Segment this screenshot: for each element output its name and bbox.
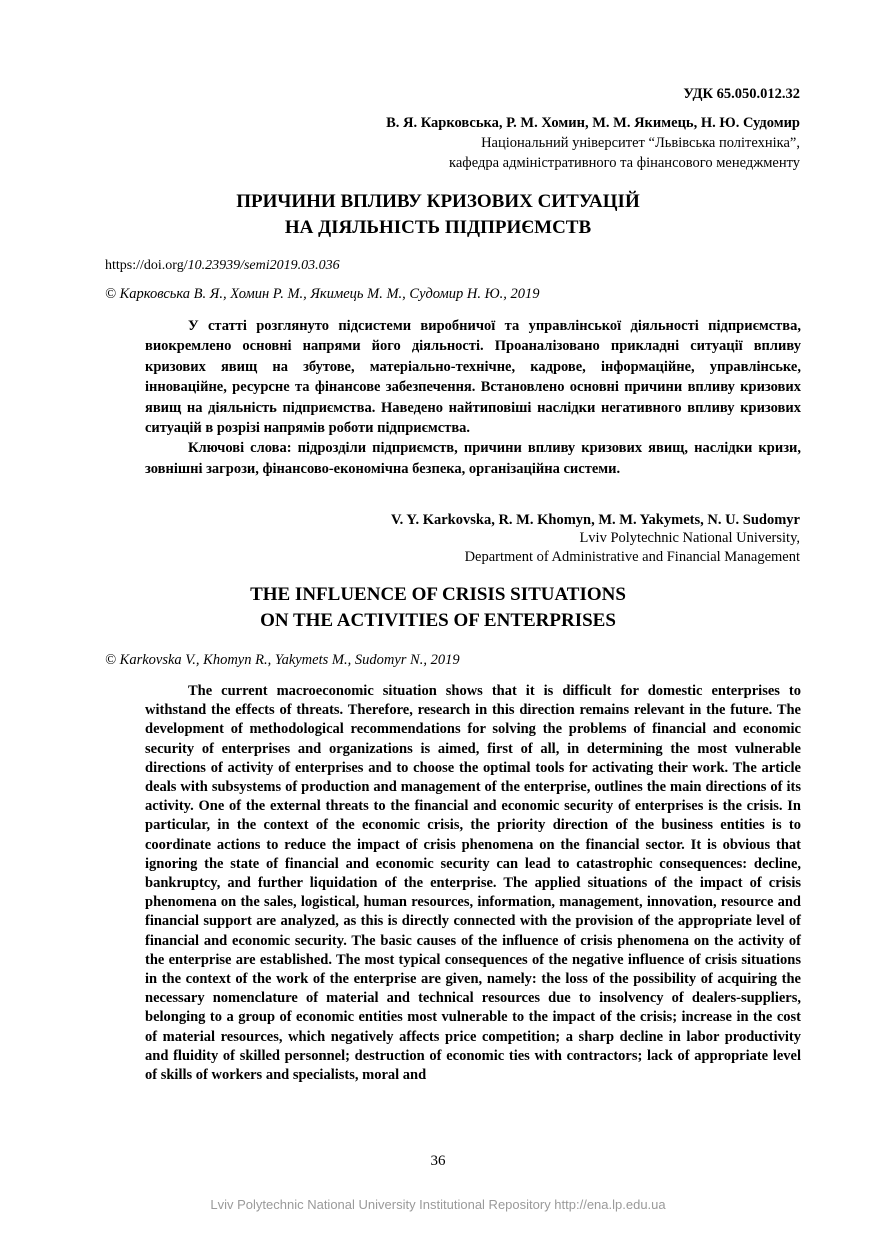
title-en-line1: THE INFLUENCE OF CRISIS SITUATIONS bbox=[250, 584, 626, 605]
page-number: 36 bbox=[430, 1153, 446, 1169]
udc-code: УДК 65.050.012.32 bbox=[683, 86, 800, 102]
doi-id: 10.23939/semi2019.03.036 bbox=[187, 258, 340, 273]
title-en-line2: ON THE ACTIVITIES OF ENTERPRISES bbox=[260, 610, 616, 631]
abstract-ua bbox=[145, 316, 801, 479]
repository-footer[interactable]: Lviv Polytechnic National University Institutional Repository http://ena.lp.edu.ua bbox=[210, 1197, 666, 1212]
affiliation-en-line2: Department of Administrative and Financial Management bbox=[464, 549, 800, 565]
authors-ua: В. Я. Карковська, Р. М. Хомин, М. М. Якимець, Н. Ю. Судомир bbox=[386, 115, 800, 131]
authors-en: V. Y. Karkovska, R. M. Khomyn, M. M. Yakymets, N. U. Sudomyr bbox=[391, 512, 800, 528]
keywords-ua: Ключові слова: підрозділи підприємств, причини впливу кризових явищ, наслідки кризи, зовнішні загрози, фінансово-економічна безпека, організаційна системи. bbox=[145, 440, 801, 477]
affiliation-ua-line1: Національний університет “Львівська політехніка”, bbox=[481, 135, 800, 151]
title-ua-line1: ПРИЧИНИ ВПЛИВУ КРИЗОВИХ СИТУАЦІЙ bbox=[236, 191, 640, 212]
abstract-en-text: The current macroeconomic situation shows that it is difficult for domestic enterprises to withstand the effects of threats. Therefore, research in this direction remains relevant in the future. The development of methodological recommendations for solving the problems of financial and economic security of enterprises and organizations is aimed, first of all, in determining the most vulnerable directions of activity of enterprises and to choose the optimal tools for activating their work. The article deals with subsystems of production and management of the enterprise, outlines the main directions of its activity. One of the external threats to the financial and economic security of enterprises is the crisis. In particular, in the context of the economic crisis, the priority direction of the business entities is to coordinate actions to reduce the impact of crisis phenomena on the financial sector. It is obvious that ignoring the state of financial and economic security can lead to catastrophic consequences: decline, bankruptcy, and further liquidation of the enterprise. The applied situations of the impact of crisis phenomena on the sales, logistical, human resources, information, management, innovation, resource and financial support are analyzed, as this is directly connected with the provision of the appropriate level of financial and economic security. The basic causes of the influence of crisis phenomena on the activity of the enterprise are established. The most typical consequences of the negative influence of crisis situations in the context of the work of the enterprise are given, namely: the loss of the possibility of acquiring the necessary nomenclature of material and technical resources due to insolvency of dealers-suppliers, belonging to a group of economic entities most vulnerable to the impact of the crisis; increase in the cost of material resources, which negatively affects price competition; a sharp decline in labor productivity and fluidity of skilled personnel; destruction of economic ties with contractors; lack of appropriate level of skills of workers and specialists, moral and bbox=[145, 683, 801, 1084]
affiliation-en-line1: Lviv Polytechnic National University, bbox=[579, 530, 800, 546]
affiliation-ua-line2: кафедра адміністративного та фінансового менеджменту bbox=[449, 155, 800, 171]
copyright-ua: © Карковська В. Я., Хомин Р. М., Якимець М. М., Судомир Н. Ю., 2019 bbox=[105, 286, 540, 302]
abstract-ua-text: У статті розглянуто підсистеми виробничої та управлінської діяльності підприємства, виокремлено основні напрями його діяльності. Проаналізовано прикладні ситуації впливу кризових явищ на збутове, матеріально-технічне, кадрове, інформаційне, управлінське, інноваційне, ресурсне та фінансове забезпечення. Встановлено основні причини впливу кризових явищ на діяльність підприємства. Наведено найтиповіші наслідки негативного впливу кризових ситуацій в розрізі напрямів роботи підприємства. bbox=[145, 318, 801, 437]
title-ua-line2: НА ДІЯЛЬНІСТЬ ПІДПРИЄМСТВ bbox=[284, 217, 592, 238]
copyright-en: © Karkovska V., Khomyn R., Yakymets M., Sudomyr N., 2019 bbox=[105, 652, 460, 668]
abstract-en bbox=[145, 682, 801, 1085]
doi-link[interactable] bbox=[105, 258, 340, 274]
doi-prefix: https://doi.org/ bbox=[105, 258, 188, 273]
